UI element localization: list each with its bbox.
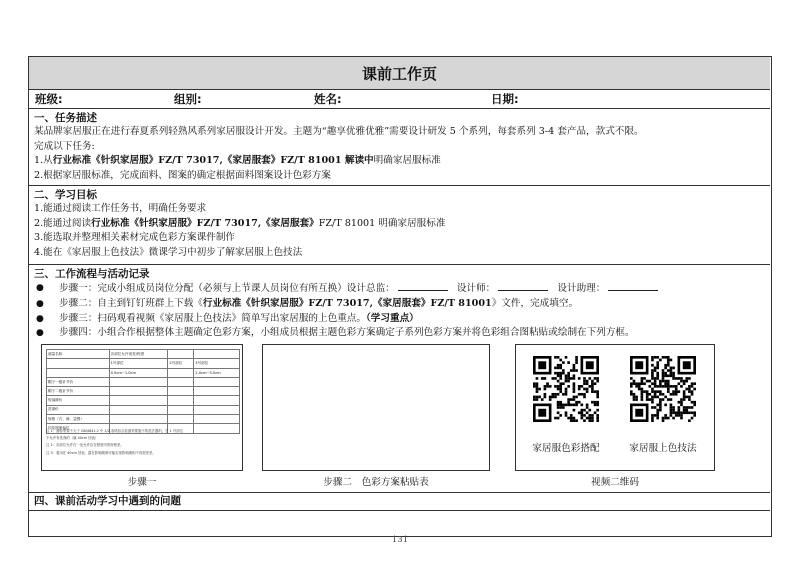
table-header-row <box>47 350 240 359</box>
table-row <box>47 405 240 414</box>
designer-label: 设计师： <box>456 283 496 294</box>
problems-heading: 四、课前活动学习中遇到的问题 <box>34 495 181 507</box>
table-cell <box>168 415 194 424</box>
goal-2-standard: 行业标准《针织家居服》FZ/T 73017,《家居服套》 <box>91 217 319 229</box>
goal-3: 3.能选取并整理相关素材完成色彩方案课件制作 <box>34 232 236 244</box>
qr1-label: 家居服色彩搭配 <box>532 443 600 454</box>
qr-box <box>515 344 715 471</box>
table-cell: 3号部位 <box>194 359 240 368</box>
table-cell <box>109 396 168 405</box>
table-cell <box>194 377 240 386</box>
table-cell <box>194 405 240 414</box>
table-cell <box>194 350 240 359</box>
task-item-2: 2.根据家居服标准，完成面料、图案的确定根据面料图案设计色彩方案 <box>34 169 331 181</box>
step-2-prefix: 步骤二：自主到钉钉班群上下载《 <box>59 297 203 309</box>
task-item-1-standard: 行业标准《针织家居服》FZ/T 73017,《家居服套》FZ/T 81001 解读中 <box>52 155 374 167</box>
task-line-1: 某品牌家居服正在进行春夏系列轻熟风系列家居服设计开发。主题为“趣享优雅优雅”需要设计研发 5 个系列，每套系列 3-4 套产品，款式不限。 <box>34 126 644 137</box>
problems-section <box>29 493 770 535</box>
step-3-emphasis: （学习重点） <box>366 312 419 324</box>
table-cell: 帽子一级针节价 <box>47 377 110 386</box>
table-row <box>47 415 240 424</box>
tolerance-table <box>46 349 240 434</box>
table-cell: 2号部位 <box>168 359 194 368</box>
worksheet-frame <box>28 56 772 537</box>
task-item-1-prefix: 1.从 <box>34 155 53 167</box>
assistant-blank[interactable] <box>608 281 658 291</box>
table-cell: 1号部位 <box>109 359 168 368</box>
goals-section <box>29 186 770 265</box>
bullet-icon: ● <box>36 283 44 293</box>
table-cell: 0.5cm~1.0cm <box>109 368 168 377</box>
task-section <box>29 109 770 186</box>
step-3 <box>29 312 770 327</box>
table-cell <box>109 387 168 396</box>
table-row <box>47 396 240 405</box>
bullet-icon: ● <box>36 298 44 309</box>
info-row <box>29 89 770 109</box>
table-row <box>47 377 240 386</box>
table-row <box>47 368 240 377</box>
page-number: 131 <box>391 535 409 545</box>
table-cell: 洗涤价 <box>47 405 110 414</box>
director-blank[interactable] <box>398 281 448 291</box>
table-cell: 规格（衣、裤、袋围） <box>47 415 110 424</box>
designer-blank[interactable] <box>498 281 548 291</box>
table-cell <box>47 368 110 377</box>
table-note: 注 1：测检采要不大于 GB/4841.2 中 1/2 条码扣点检测采要施不的洗法器料，在 1 号部位 <box>46 429 183 433</box>
table-note: 注 2：各部位允许在一处允许存在程度内的规格差。 <box>46 443 124 448</box>
table-cell <box>47 359 110 368</box>
task-heading: 一、任务描述 <box>34 112 97 124</box>
task-item-1 <box>29 154 770 169</box>
table-cell <box>109 405 168 414</box>
step-2-standard: 行业标准《针织家居服》FZ/T 73017,《家居服套》FZ/T 81001 <box>202 297 492 309</box>
bullet-icon: ● <box>36 313 44 324</box>
table-cell <box>168 350 194 359</box>
name-label: 姓名: <box>314 92 342 106</box>
step2-caption: 步骤二 色彩方案粘贴表 <box>323 477 429 488</box>
table-cell <box>194 396 240 405</box>
table-cell <box>194 387 240 396</box>
problems-divider <box>29 510 770 511</box>
color-scheme-paste-box[interactable] <box>262 344 490 471</box>
step-4-text: 步骤四：小组合作根据整体主题确定色彩方案，小组成员根据主题色彩方案确定子系列色彩方案并将色彩组合图粘贴或绘制在下列方框。 <box>59 327 635 339</box>
table-cell: 2.0cm~5.0cm <box>194 368 240 377</box>
goal-4: 4.能在《家居服上色技法》微课学习中初步了解家居服上色技法 <box>34 246 303 258</box>
tolerance-notes <box>46 428 236 457</box>
step-2-suffix: 》文件，完成填空。 <box>491 297 579 309</box>
table-note: 不允许有洗涤的（属 40cm 回表） <box>46 436 99 441</box>
table-cell <box>168 368 194 377</box>
table-cell <box>109 415 168 424</box>
goals-heading: 二、学习目标 <box>34 189 97 201</box>
table-cell: 短袖裤价 <box>47 396 110 405</box>
group-label: 组别: <box>174 92 202 106</box>
table-cell: 印花图案偏位 <box>47 424 110 433</box>
step-3-text: 步骤三：扫码观看视频《家居服上色技法》简单写出家居服的上色重点。 <box>59 312 366 324</box>
qr-code-icon[interactable] <box>533 356 599 422</box>
step1-table-box <box>41 344 243 471</box>
assistant-label: 设计助理： <box>557 283 606 294</box>
table-row <box>47 387 240 396</box>
step-4 <box>29 326 770 341</box>
qr2-label: 家居服上色技法 <box>629 443 697 454</box>
page-title: 课前工作页 <box>29 57 770 90</box>
table-cell <box>194 415 240 424</box>
goal-2-prefix: 2.能通过阅读 <box>34 217 92 229</box>
date-label: 日期: <box>491 92 519 106</box>
goal-2-suffix: FZ/T 81001 明确家居服标准 <box>318 217 446 229</box>
task-item-1-suffix: 明确家居服标准 <box>373 155 441 167</box>
table-note: 注 3：着用在 40cm 回表，露在影响绳制可能实现影响绳相不同需差差。 <box>46 450 156 455</box>
step-2 <box>29 297 770 312</box>
step1-caption: 步骤一 <box>127 477 157 488</box>
table-cell <box>168 387 194 396</box>
table-cell: 测量名称 <box>47 350 110 359</box>
step-1 <box>29 281 770 297</box>
class-label: 班级: <box>35 92 63 106</box>
table-cell <box>109 377 168 386</box>
workflow-section <box>29 265 770 493</box>
video-caption: 视频二维码 <box>591 477 639 488</box>
task-line-2: 完成以下任务: <box>34 140 95 152</box>
table-cell: 帽子二级针节价 <box>47 387 110 396</box>
bullet-icon: ● <box>36 328 44 339</box>
table-subheader-row <box>47 359 240 368</box>
qr-code-icon[interactable] <box>630 356 696 422</box>
goal-2 <box>29 217 770 232</box>
step-1-text: 步骤一：完成小组成员岗位分配（必须与上节课人员岗位有所互换）设计总监： <box>59 283 395 294</box>
workflow-heading: 三、工作流程与活动记录 <box>34 268 150 280</box>
table-cell <box>168 396 194 405</box>
goal-1: 1.能通过阅读工作任务书，明确任务要求 <box>34 203 207 214</box>
table-cell <box>168 377 194 386</box>
table-cell: 各部位允许误差/程度 <box>109 350 168 359</box>
table-cell <box>168 405 194 414</box>
